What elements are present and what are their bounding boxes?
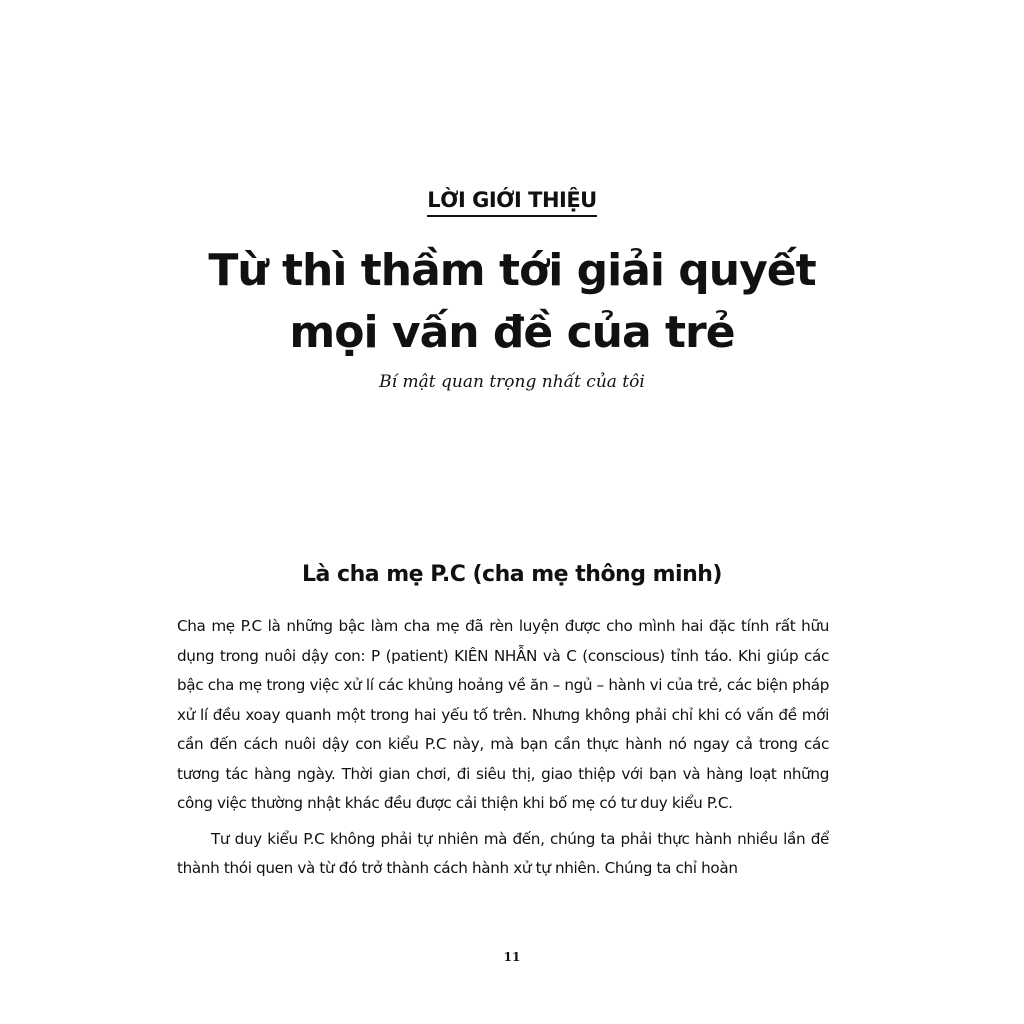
section-heading: Là cha mẹ P.C (cha mẹ thông minh)	[302, 562, 722, 587]
page-title	[0, 240, 1024, 364]
paragraph-2: Tư duy kiểu P.C không phải tự nhiên mà đến, chúng ta phải thực hành nhiều lần để thành thói quen và từ đó trở thành cách hành xử tự nhiên. Chúng ta chỉ hoàn	[177, 829, 829, 877]
title-line-2: mọi vấn đề của trẻ	[289, 307, 735, 358]
chapter-label-wrapper	[0, 188, 1024, 217]
subtitle: Bí mật quan trọng nhất của tôi	[379, 372, 645, 392]
page-number: 11	[503, 950, 521, 964]
chapter-label: LỜI GIỚI THIỆU	[427, 188, 596, 217]
body-text	[177, 612, 829, 890]
title-line-1: Từ thì thầm tới giải quyết	[208, 245, 816, 296]
paragraph-1: Cha mẹ P.C là những bậc làm cha mẹ đã rèn luyện được cho mình hai đặc tính rất hữu dụng trong nuôi dậy con: P (patient) KIÊN NHẪN và C (conscious) tỉnh táo. Khi giúp các bậc cha mẹ trong việc xử lí các khủng hoảng về ăn – ngủ – hành vi của trẻ, các biện pháp xử lí đều xoay quanh một trong hai yếu tố trên. Nhưng không phải chỉ khi có vấn đề mới cần đến cách nuôi dậy con kiểu P.C này, mà bạn cần thực hành nó ngay cả trong các tương tác hàng ngày. Thời gian chơi, đi siêu thị, giao thiệp với bạn và hàng loạt những công việc thường nhật khác đều được cải thiện khi bố mẹ có tư duy kiểu P.C.	[177, 617, 829, 812]
